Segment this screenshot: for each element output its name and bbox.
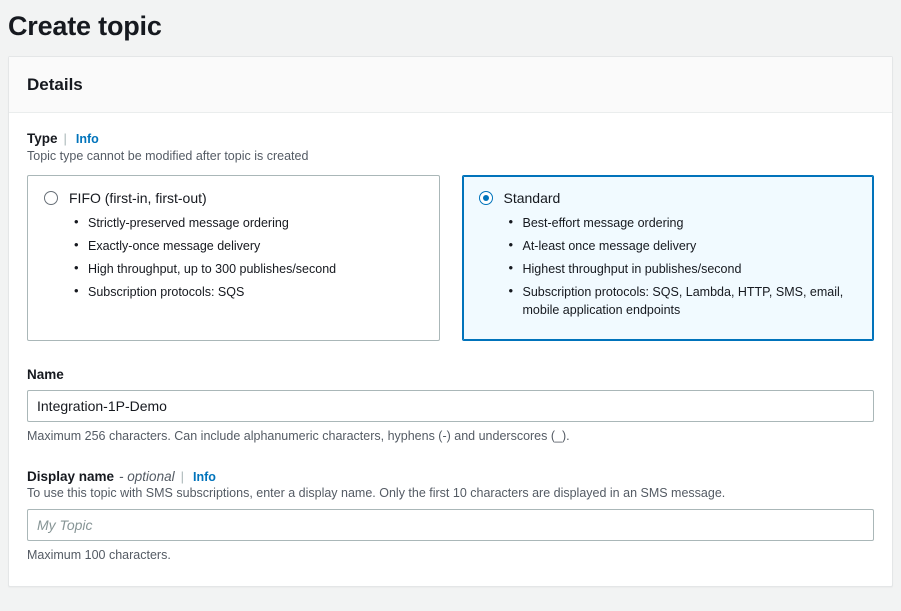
type-option-standard-bullets [479, 214, 858, 319]
type-option-standard-head [479, 190, 858, 206]
name-field-helper: Maximum 256 characters. Can include alphanumeric characters, hyphens (-) and underscores (_). [27, 429, 570, 443]
details-panel-header [9, 57, 892, 113]
display-name-info-link[interactable]: Info [192, 469, 216, 484]
list-item: • High throughput, up to 300 publishes/second [86, 260, 423, 278]
list-item: • Exactly-once message delivery [86, 237, 423, 255]
details-panel [8, 56, 893, 587]
list-item: • At-least once message delivery [521, 237, 858, 255]
display-name-label-row [27, 469, 874, 484]
type-option-fifo-head [44, 190, 423, 206]
type-option-standard-title: Standard [503, 190, 561, 206]
type-option-standard[interactable] [462, 175, 875, 341]
type-option-fifo-title: FIFO (first-in, first-out) [69, 190, 207, 206]
page-title: Create topic [8, 11, 162, 41]
name-field-label: Name [27, 367, 64, 382]
name-field-group [27, 367, 874, 443]
type-info-link[interactable]: Info [75, 131, 99, 146]
radio-icon[interactable] [44, 191, 58, 205]
display-name-helper: Maximum 100 characters. [27, 548, 171, 562]
list-item: • Highest throughput in publishes/second [521, 260, 858, 278]
radio-icon[interactable] [479, 191, 493, 205]
type-option-fifo-bullets [44, 214, 423, 301]
label-separator: | [180, 469, 184, 484]
name-field-label-row [27, 367, 874, 382]
display-name-optional-tag: - optional [119, 469, 175, 484]
list-item: • Strictly-preserved message ordering [86, 214, 423, 232]
type-field-description: Topic type cannot be modified after topic is created [27, 149, 309, 163]
details-panel-title: Details [27, 74, 83, 94]
label-separator: | [63, 131, 67, 146]
list-item: • Subscription protocols: SQS [86, 283, 423, 301]
type-field-label: Type [27, 131, 58, 146]
display-name-input[interactable] [27, 509, 874, 541]
type-option-tiles [27, 175, 874, 341]
details-panel-body [9, 113, 892, 586]
display-name-description: To use this topic with SMS subscriptions, enter a display name. Only the first 10 characters are displayed in an SMS message. [27, 486, 726, 500]
display-name-field-group [27, 469, 874, 562]
list-item: • Best-effort message ordering [521, 214, 858, 232]
display-name-label: Display name [27, 469, 115, 484]
type-field-label-row [27, 131, 874, 146]
list-item: • Subscription protocols: SQS, Lambda, HTTP, SMS, email, mobile application endpoints [521, 283, 858, 319]
type-option-fifo[interactable] [27, 175, 440, 341]
name-input[interactable] [27, 390, 874, 422]
